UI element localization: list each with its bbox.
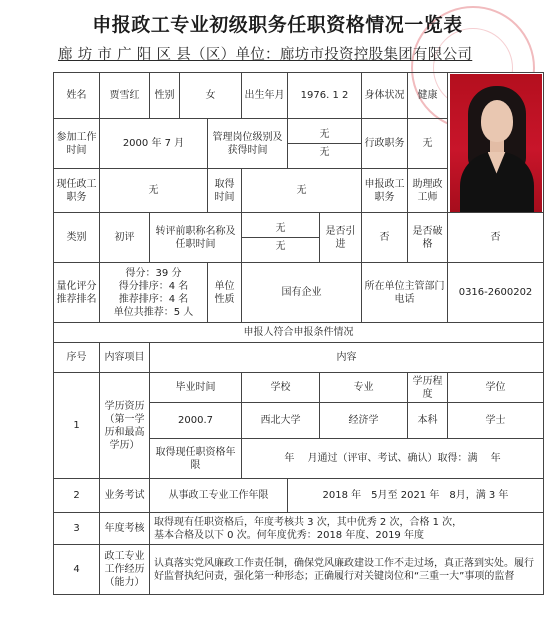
prev-title-label: 转评前职称名称及任职时间 [150,213,242,263]
edu-item: 学历资历（第一学历和最高学历） [100,373,150,479]
annual-item: 年度考核 [100,513,150,545]
edu-header-school: 学校 [242,373,320,403]
photo-cell [448,73,544,213]
mgmt-level-label: 管理岗位级别及获得时间 [208,119,288,169]
gender-label: 性别 [150,73,180,119]
gender-value: 女 [180,73,242,119]
page-subtitle: 廊 坊 市 广 阳 区 县（区）单位：廊坊市投资控股集团有限公司 [58,47,473,63]
dept-phone-label: 所在单位主管部门电话 [362,263,448,323]
conditions-section-title: 申报人符合申报条件情况 [54,323,544,343]
perf-no: 4 [54,545,100,595]
obtain-time-value: 无 [242,169,362,213]
category-label: 类别 [54,213,100,263]
exam-no: 2 [54,479,100,513]
edu-level: 本科 [408,403,448,439]
name-value: 贾雪红 [100,73,150,119]
name-label: 姓名 [54,73,100,119]
birth-value: 1976. 1 2 [288,73,362,119]
edu-major: 经济学 [320,403,408,439]
admin-post-value: 无 [408,119,448,169]
ranking-label: 量化评分推荐排名 [54,263,100,323]
mgmt-level-value: 无 无 [288,119,362,169]
qualification-years-value: 年 月通过（评审、考试、确认）取得：满 年 [242,439,544,479]
health-value: 健康 [408,73,448,119]
birth-label: 出生年月 [242,73,288,119]
work-years-value: 2018 年 5月至 2021 年 8月，满 3 年 [288,479,544,513]
annual-no: 3 [54,513,100,545]
qualification-years-label: 取得现任职资格年限 [150,439,242,479]
current-post-value: 无 [100,169,208,213]
apply-post-value: 助理政工师 [408,169,448,213]
health-label: 身体状况 [362,73,408,119]
edu-header-level: 学历程度 [408,373,448,403]
edu-header-major: 专业 [320,373,408,403]
category-value: 初评 [100,213,150,263]
edu-header-degree: 学位 [448,373,544,403]
col-content-header: 内容 [150,343,544,373]
ranking-details: 得分：39 分 得分排序：4 名 推荐排序：4 名 单位共推荐：5 人 [100,263,208,323]
introduced-value: 否 [362,213,408,263]
dept-phone-value: 0316-2600202 [448,263,544,323]
exam-item: 业务考试 [100,479,150,513]
unit-nature-value: 国有企业 [242,263,362,323]
obtain-time-label: 取得时间 [208,169,242,213]
col-no-header: 序号 [54,343,100,373]
col-item-header: 内容项目 [100,343,150,373]
edu-header-time: 毕业时间 [150,373,242,403]
annual-review-text: 取得现有任职资格后，年度考核共 3 次，其中优秀 2 次，合格 1 次， 基本合格及以下 0 次。何年度优秀：2018 年度、2019 年度 [150,513,544,545]
prev-title-value: 无 无 [242,213,320,263]
edu-school: 西北大学 [242,403,320,439]
qualification-table [53,72,544,595]
start-work-value: 2000 年 7 月 [100,119,208,169]
apply-post-label: 申报政工职务 [362,169,408,213]
edu-degree: 学士 [448,403,544,439]
edu-no: 1 [54,373,100,479]
introduced-label: 是否引进 [320,213,362,263]
page-title: 申报政工专业初级职务任职资格情况一览表 [92,14,463,36]
start-work-label: 参加工作时间 [54,119,100,169]
exception-value: 否 [448,213,544,263]
exception-label: 是否破格 [408,213,448,263]
edu-time: 2000.7 [150,403,242,439]
applicant-photo [450,74,542,212]
unit-nature-label: 单位性质 [208,263,242,323]
current-post-label: 现任政工职务 [54,169,100,213]
admin-post-label: 行政职务 [362,119,408,169]
work-years-label: 从事政工专业工作年限 [150,479,288,513]
perf-text: 认真落实党风廉政工作责任制，确保党风廉政建设工作不走过场，真正落到实处。履行好监督执纪问责，强化第一种形态；正确履行对关键岗位和“三重一大”事项的监督 [150,545,544,595]
perf-item: 政工专业工作经历（能力） [100,545,150,595]
